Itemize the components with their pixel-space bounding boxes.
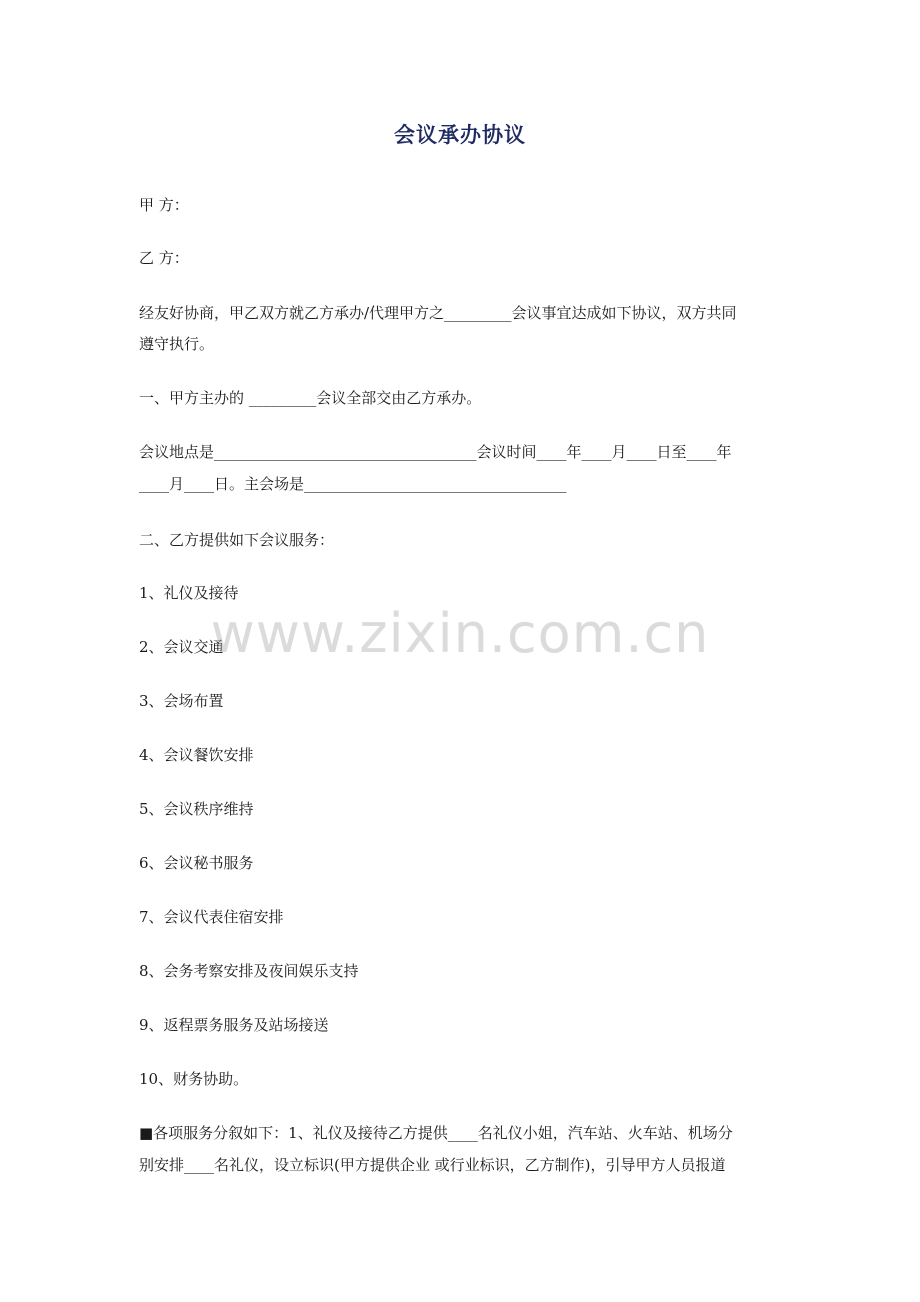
service-item: 10、财务协助。 (139, 1070, 249, 1088)
intro-line-2: 遵守执行。 (139, 335, 215, 353)
details-line-1: ■各项服务分叙如下：1、礼仪及接待乙方提供____名礼仪小姐，汽车站、火车站、机场分 (139, 1124, 733, 1142)
service-item: 1、礼仪及接待 (139, 584, 239, 602)
service-item: 8、会务考察安排及夜间娱乐支持 (139, 962, 359, 980)
details-line-2: 别安排____名礼仪，设立标识(甲方提供企业 或行业标识，乙方制作)，引导甲方人员报道 (139, 1156, 726, 1174)
venue-line-1: 会议地点是___________________________________会议时间____年____月____日至____年 (139, 443, 732, 461)
service-item: 2、会议交通 (139, 638, 224, 656)
service-item: 6、会议秘书服务 (139, 854, 254, 872)
watermark: www.zixin.com.cn (210, 602, 710, 665)
document-title: 会议承办协议 (394, 123, 526, 147)
service-item: 4、会议餐饮安排 (139, 746, 254, 764)
service-item: 5、会议秩序维持 (139, 800, 254, 818)
party-a-line: 甲 方： (139, 196, 189, 214)
service-item: 9、返程票务服务及站场接送 (139, 1016, 329, 1034)
venue-line-2: ____月____日。主会场是___________________________________ (139, 475, 567, 493)
service-item: 3、会场布置 (139, 692, 224, 710)
party-b-line: 乙 方： (139, 249, 189, 267)
clause-1: 一、甲方主办的 _________会议全部交由乙方承办。 (139, 389, 482, 407)
intro-line-1: 经友好协商，甲乙双方就乙方承办/代理甲方之_________会议事宜达成如下协议，双方共同 (139, 304, 737, 322)
service-item: 7、会议代表住宿安排 (139, 908, 284, 926)
clause-2: 二、乙方提供如下会议服务： (139, 531, 335, 549)
